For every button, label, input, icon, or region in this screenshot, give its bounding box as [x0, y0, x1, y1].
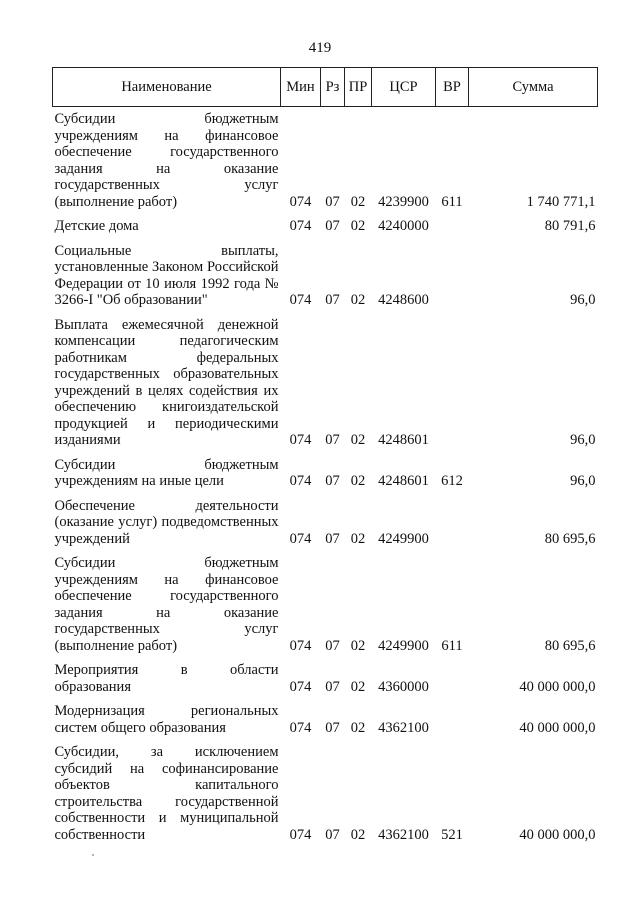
cell-min: 074: [289, 292, 312, 308]
cell-vr: [436, 214, 469, 239]
header-rz: Рз: [321, 68, 345, 107]
header-sum: Сумма: [469, 68, 598, 107]
cell-rz: 07: [325, 292, 340, 308]
table-row: [53, 658, 598, 699]
cell-min: 074: [289, 678, 312, 695]
cell-pr: 02: [350, 473, 366, 489]
cell-csr: 4239900: [378, 193, 429, 210]
cell-csr: 4249900: [378, 637, 429, 654]
cell-name: Социальные выплаты, установленные Законом Российской Федерации от 10 июля 1992 года № 3266-I "Об образовании": [54, 242, 279, 308]
cell-rz: 07: [325, 637, 340, 654]
cell-sum: 40 000 000,0: [519, 826, 596, 843]
cell-sum: 80 791,6: [544, 218, 596, 234]
cell-vr: 611: [441, 637, 463, 654]
cell-vr: [436, 658, 469, 699]
cell-sum: 40 000 000,0: [519, 678, 596, 695]
cell-csr: 4248600: [378, 292, 429, 308]
table-row: [53, 453, 598, 494]
cell-sum: 96,0: [570, 473, 596, 489]
table-row: [53, 494, 598, 552]
header-pr: ПР: [345, 68, 372, 107]
cell-csr: 4248601: [378, 432, 429, 448]
table-row: [53, 740, 598, 847]
cell-min: 074: [289, 473, 312, 489]
cell-min: 074: [289, 637, 312, 654]
cell-pr: 02: [350, 218, 366, 234]
cell-sum: 96,0: [570, 292, 596, 308]
cell-rz: 07: [325, 218, 340, 234]
cell-csr: 4360000: [378, 678, 429, 695]
table-row: [53, 239, 598, 313]
cell-vr: [436, 239, 469, 313]
cell-name: Модернизация региональных систем общего образования: [54, 703, 279, 736]
budget-table: [52, 67, 598, 847]
cell-rz: 07: [325, 678, 340, 695]
cell-vr: [436, 494, 469, 552]
cell-name: Мероприятия в области образования: [54, 662, 279, 695]
cell-pr: 02: [350, 678, 366, 695]
cell-name: Субсидии бюджетным учреждениям на иные цели: [54, 456, 279, 489]
table-row: [53, 313, 598, 453]
cell-rz: 07: [325, 473, 340, 489]
cell-csr: 4362100: [378, 826, 429, 843]
cell-rz: 07: [325, 193, 340, 210]
header-csr: ЦСР: [372, 68, 436, 107]
cell-pr: 02: [350, 530, 366, 547]
cell-min: 074: [289, 193, 312, 210]
cell-rz: 07: [325, 432, 340, 448]
table-row: [53, 699, 598, 740]
cell-vr: 611: [441, 193, 463, 210]
table-row: [53, 107, 598, 215]
cell-pr: 02: [350, 292, 366, 308]
cell-name: Субсидии бюджетным учреждениям на финансовое обеспечение государственного задания на оказание государственных услуг (выполнение работ): [54, 111, 279, 210]
cell-sum: 40 000 000,0: [519, 719, 596, 736]
table-row: [53, 214, 598, 239]
cell-csr: 4240000: [378, 218, 429, 234]
cell-sum: 80 695,6: [544, 637, 596, 654]
cell-csr: 4248601: [378, 473, 429, 489]
header-min: Мин: [281, 68, 321, 107]
cell-min: 074: [289, 826, 312, 843]
cell-csr: 4249900: [378, 530, 429, 547]
cell-pr: 02: [350, 432, 366, 448]
cell-pr: 02: [350, 193, 366, 210]
cell-rz: 07: [325, 719, 340, 736]
cell-name: Детские дома: [54, 218, 139, 234]
cell-min: 074: [289, 719, 312, 736]
table-row: [53, 551, 598, 658]
page-number: 419: [308, 40, 332, 56]
cell-name: Субсидии бюджетным учреждениям на финансовое обеспечение государственного задания на оказание государственных услуг (выполнение работ): [54, 555, 279, 654]
cell-sum: 1 740 771,1: [526, 193, 596, 210]
table-header-row: [53, 68, 598, 107]
header-vr: ВР: [436, 68, 469, 107]
cell-min: 074: [289, 218, 312, 234]
cell-min: 074: [289, 432, 312, 448]
cell-vr: [436, 699, 469, 740]
cell-sum: 96,0: [570, 432, 596, 448]
cell-name: Субсидии, за исключением субсидий на софинансирование объектов капитального строительства государственной собственности и муниципальной собственности: [54, 744, 279, 843]
cell-rz: 07: [325, 530, 340, 547]
header-name: Наименование: [53, 68, 281, 107]
cell-name: Выплата ежемесячной денежной компенсации педагогическим работникам федеральных государственных образовательных учреждений в целях содействия их обеспечению книгоиздательской продукцией и периодическими изданиями: [54, 316, 279, 448]
cell-pr: 02: [350, 719, 366, 736]
cell-name: Обеспечение деятельности (оказание услуг) подведомственных учреждений: [54, 497, 279, 547]
cell-rz: 07: [325, 826, 340, 843]
cell-pr: 02: [350, 637, 366, 654]
cell-min: 074: [289, 530, 312, 547]
cell-vr: 612: [441, 473, 463, 489]
scan-mark: [92, 854, 94, 856]
cell-csr: 4362100: [378, 719, 429, 736]
cell-sum: 80 695,6: [544, 530, 596, 547]
cell-pr: 02: [350, 826, 366, 843]
cell-vr: 521: [441, 826, 463, 843]
cell-vr: [436, 313, 469, 453]
